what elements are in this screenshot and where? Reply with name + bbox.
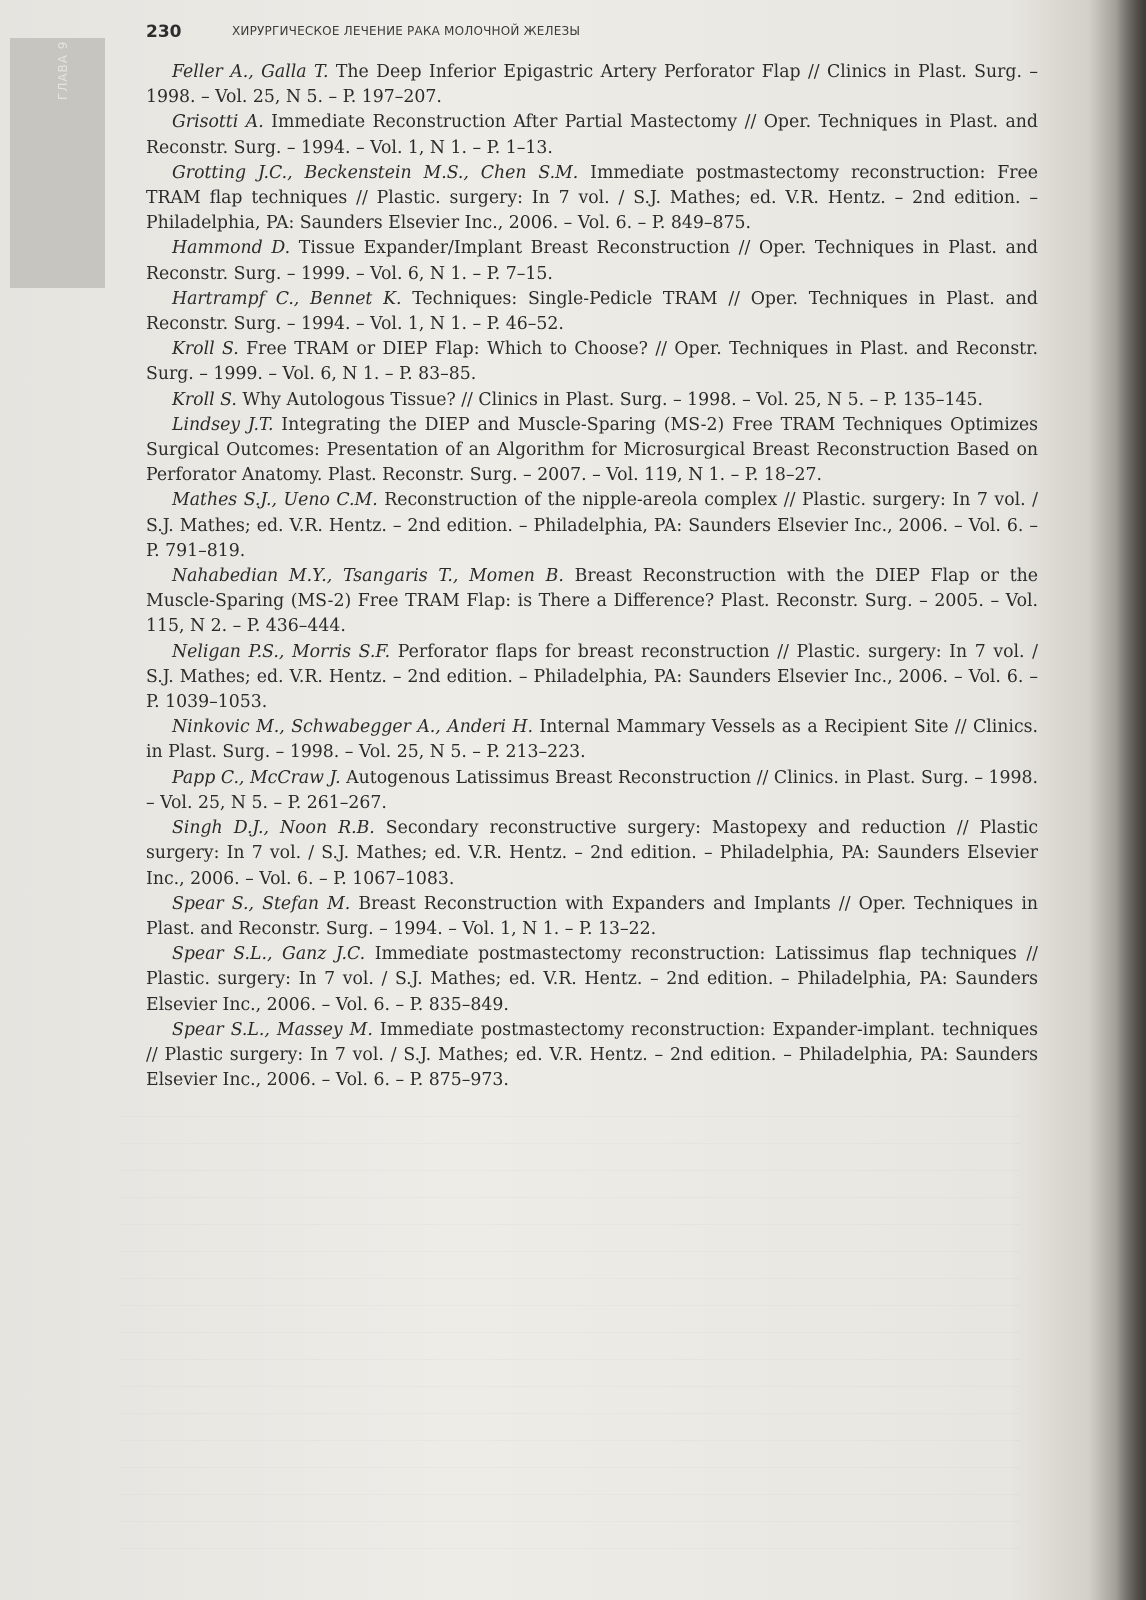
binding-edge-shadow — [1116, 0, 1146, 1600]
reference-text: Secondary reconstructive surgery: Mastopexy and reduction // Plastic surgery: In 7 vol. / S.J. Mathes; ed. V.R. Hentz. – 2nd edition. – Philadelphia, PA: Saunders Elsevier Inc., 2006. – Vol. 6. – P. 1067–1083. — [146, 818, 1039, 889]
reference-text: Why Autologous Tissue? // Clinics in Plast. Surg. – 1998. – Vol. 25, N 5. – P. 135–145. — [236, 389, 983, 410]
reference-text: Perforator flaps for breast reconstruction // Plastic. surgery: In 7 vol. / S.J. Mathes; ed. V.R. Hentz. – 2nd edition. – Philadelphia, PA: Saunders Elsevier Inc., 2006. – Vol. 6. – P. 1039–1053. — [146, 641, 1038, 713]
reference-authors: Ninkovic M., Schwabegger A., Anderi H. — [172, 717, 533, 738]
reference-entry — [146, 488, 1038, 564]
reference-authors: Lindsey J.T. — [172, 414, 274, 435]
chapter-side-tab-label: ГЛАВА 9 — [56, 40, 70, 100]
reference-authors: Nahabedian M.Y., Tsangaris T., Momen B. — [172, 566, 564, 587]
reference-authors: Spear S.L., Ganz J.C. — [172, 944, 366, 965]
show-through-text — [120, 1090, 1020, 1549]
reference-entry — [146, 161, 1038, 237]
reference-authors: Spear S., Stefan M. — [172, 893, 351, 914]
reference-text: Tissue Expander/Implant Breast Reconstruction // Oper. Techniques in Plast. and Reconstr. Surg. – 1999. – Vol. 6, N 1. – P. 7–15. — [146, 238, 1038, 284]
reference-authors: Kroll S. — [172, 389, 237, 410]
reference-text: Immediate Reconstruction After Partial Mastectomy // Oper. Techniques in Plast. and Reconstr. Surg. – 1994. – Vol. 1, N 1. – P. 1–13. — [146, 112, 1038, 158]
reference-entry — [146, 388, 1038, 413]
reference-entry — [146, 236, 1038, 286]
reference-authors: Singh D.J., Noon R.B. — [172, 818, 375, 839]
reference-entry — [146, 816, 1038, 892]
reference-text: Immediate postmastectomy reconstruction: Free TRAM flap techniques // Plastic. surgery: In 7 vol. / S.J. Mathes; ed. V.R. Hentz. – 2nd edition. – Philadelphia, PA: Saunders Elsevier Inc., 2006. – Vol. 6. – P. 849–875. — [146, 162, 1039, 234]
reference-entry — [146, 413, 1038, 489]
reference-entry — [146, 287, 1038, 337]
reference-text: Immediate postmastectomy reconstruction: Expander-implant. techniques // Plastic surgery: In 7 vol. / S.J. Mathes; ed. V.R. Hentz. – 2nd edition. – Philadelphia, PA: Saunders Elsevier Inc., 2006. – Vol. 6. – P. 875–973. — [146, 1019, 1039, 1091]
reference-authors: Hartrampf C., Bennet K. — [172, 288, 402, 309]
reference-authors: Grisotti A. — [172, 112, 264, 133]
reference-text: Integrating the DIEP and Muscle-Sparing (MS-2) Free TRAM Techniques Optimizes Surgical Outcomes: Presentation of an Algorithm for Microsurgical Breast Reconstruction Based on Perforator Anatomy. Plast. Reconstr. Surg. – 2007. – Vol. 119, N 1. – P. 18–27. — [146, 414, 1038, 486]
reference-list — [146, 60, 1038, 1093]
reference-authors: Grotting J.C., Beckenstein M.S., Chen S.M. — [172, 162, 579, 183]
reference-text: Breast Reconstruction with Expanders and Implants // Oper. Techniques in Plast. and Reconstr. Surg. – 1994. – Vol. 1, N 1. – P. 13–22. — [146, 893, 1038, 939]
reference-authors: Neligan P.S., Morris S.F. — [172, 641, 391, 662]
reference-entry — [146, 766, 1038, 816]
reference-authors: Feller A., Galla T. — [172, 62, 329, 82]
reference-entry — [146, 110, 1038, 160]
reference-authors: Papp C., McCraw J. — [172, 767, 341, 788]
reference-text: The Deep Inferior Epigastric Artery Perforator Flap // Clinics in Plast. Surg. – 1998. – Vol. 25, N 5. – P. 197–207. — [146, 62, 1038, 108]
reference-text: Free TRAM or DIEP Flap: Which to Choose? // Oper. Techniques in Plast. and Reconstr. Surg. – 1999. – Vol. 6, N 1. – P. 83–85. — [146, 339, 1038, 385]
reference-text: Techniques: Single-Pedicle TRAM // Oper. Techniques in Plast. and Reconstr. Surg. – 1994. – Vol. 1, N 1. – P. 46–52. — [146, 288, 1038, 335]
reference-entry — [146, 640, 1038, 716]
page-number: 230 — [146, 22, 182, 42]
reference-authors: Mathes S.J., Ueno C.M. — [172, 490, 378, 511]
reference-entry — [146, 564, 1038, 640]
reference-authors: Spear S.L., Massey M. — [172, 1019, 373, 1040]
reference-entry — [146, 892, 1038, 942]
reference-text: Immediate postmastectomy reconstruction: Latissimus flap techniques // Plastic. surgery: In 7 vol. / S.J. Mathes; ed. V.R. Hentz. – 2nd edition. – Philadelphia, PA: Saunders Elsevier Inc., 2006. – Vol. 6. – P. 835–849. — [146, 944, 1038, 1015]
reference-entry — [146, 715, 1038, 765]
reference-text: Autogenous Latissimus Breast Reconstruction // Clinics. in Plast. Surg. – 1998. – Vol. 25, N 5. – P. 261–267. — [146, 767, 1039, 813]
reference-entry — [146, 337, 1038, 387]
reference-text: Internal Mammary Vessels as a Recipient Site // Clinics. in Plast. Surg. – 1998. – Vol. 25, N 5. – P. 213–223. — [146, 717, 1038, 763]
reference-entry — [146, 1018, 1038, 1094]
running-header: ХИРУРГИЧЕСКОЕ ЛЕЧЕНИЕ РАКА МОЛОЧНОЙ ЖЕЛЕЗЫ — [232, 24, 581, 38]
reference-text: Breast Reconstruction with the DIEP Flap or the Muscle-Sparing (MS-2) Free TRAM Flap: is There a Difference? Plast. Reconstr. Surg. – 2005. – Vol. 115, N 2. – P. 436–444. — [146, 566, 1038, 637]
reference-authors: Hammond D. — [172, 238, 291, 259]
reference-authors: Kroll S. — [172, 339, 239, 360]
reference-text: Reconstruction of the nipple-areola complex // Plastic. surgery: In 7 vol. / S.J. Mathes; ed. V.R. Hentz. – 2nd edition. – Philadelphia, PA: Saunders Elsevier Inc., 2006. – Vol. 6. – P. 791–819. — [146, 490, 1038, 561]
reference-entry — [146, 942, 1038, 1018]
reference-entry — [146, 60, 1038, 110]
